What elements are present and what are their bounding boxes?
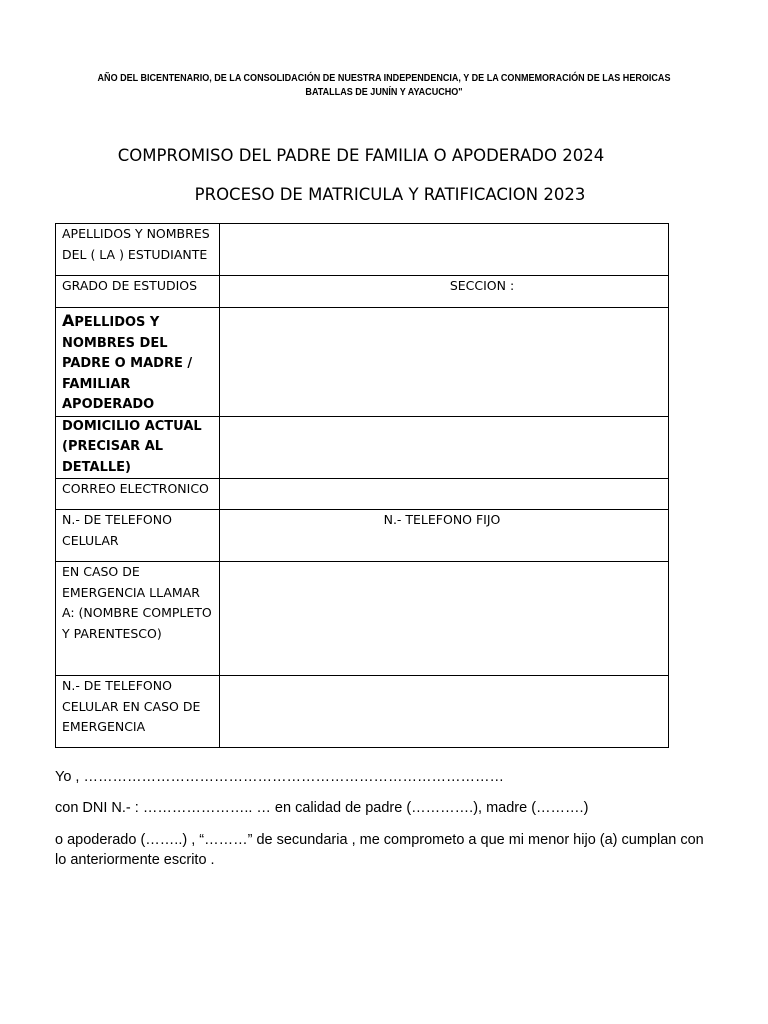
row-student-names — [56, 224, 669, 276]
row-guardian — [56, 308, 669, 417]
row-address — [56, 416, 669, 479]
address-label: DOMICILIO ACTUAL (PRECISAR AL DETALLE) — [56, 416, 220, 479]
enrollment-form-table — [55, 223, 669, 748]
row-email — [56, 479, 669, 510]
emergency-phone-field[interactable] — [220, 676, 669, 748]
row-grade — [56, 276, 669, 308]
commitment-line-statement: o apoderado (……..) , “………” de secundaria , me comprometo a que mi menor hijo (a) cumplan con lo anteriormente escrito . — [55, 832, 704, 868]
email-label: CORREO ELECTRONICO — [56, 479, 220, 510]
section-label: SECCION : — [449, 278, 515, 293]
cell-phone-label: N.- DE TELEFONO CELULAR — [56, 510, 220, 562]
commitment-line-dni: con DNI N.- : ………………….. … en calidad de padre (………….), madre (……….) — [55, 800, 589, 816]
emergency-contact-field[interactable] — [220, 562, 669, 676]
document-subtitle: PROCESO DE MATRICULA Y RATIFICACION 2023 — [194, 185, 586, 204]
student-names-field[interactable] — [220, 224, 669, 276]
emergency-phone-label: N.- DE TELEFONO CELULAR EN CASO DE EMERGENCIA — [56, 676, 220, 748]
row-emergency-phone — [56, 676, 669, 748]
grade-label: GRADO DE ESTUDIOS — [56, 276, 220, 308]
section-field[interactable] — [220, 276, 669, 308]
guardian-label-rest: PELLIDOS Y NOMBRES DEL PADRE O MADRE / FAMILIAR APODERADO — [62, 315, 193, 412]
row-emergency-contact — [56, 562, 669, 676]
email-field[interactable] — [220, 479, 669, 510]
address-field[interactable] — [220, 416, 669, 479]
header-note: AÑO DEL BICENTENARIO, DE LA CONSOLIDACIÓN DE NUESTRA INDEPENDENCIA, Y DE LA CONMEMORACIÓN DE LAS HEROICAS BATALLAS DE JUNÍN Y AYACUCHO" — [97, 72, 671, 98]
guardian-field[interactable] — [220, 308, 669, 417]
student-names-label: APELLIDOS Y NOMBRES DEL ( LA ) ESTUDIANTE — [56, 224, 220, 276]
guardian-label — [56, 308, 220, 417]
guardian-label-initial: A — [62, 311, 75, 330]
document-title: COMPROMISO DEL PADRE DE FAMILIA O APODERADO 2024 — [117, 146, 605, 165]
commitment-line-name: Yo , …………………………………………………………………………… — [55, 769, 504, 785]
emergency-contact-label: EN CASO DE EMERGENCIA LLAMAR A: (NOMBRE COMPLETO Y PARENTESCO) — [56, 562, 220, 676]
landline-label: N.- TELEFONO FIJO — [383, 512, 501, 527]
row-cell-phone — [56, 510, 669, 562]
landline-field[interactable] — [220, 510, 669, 562]
